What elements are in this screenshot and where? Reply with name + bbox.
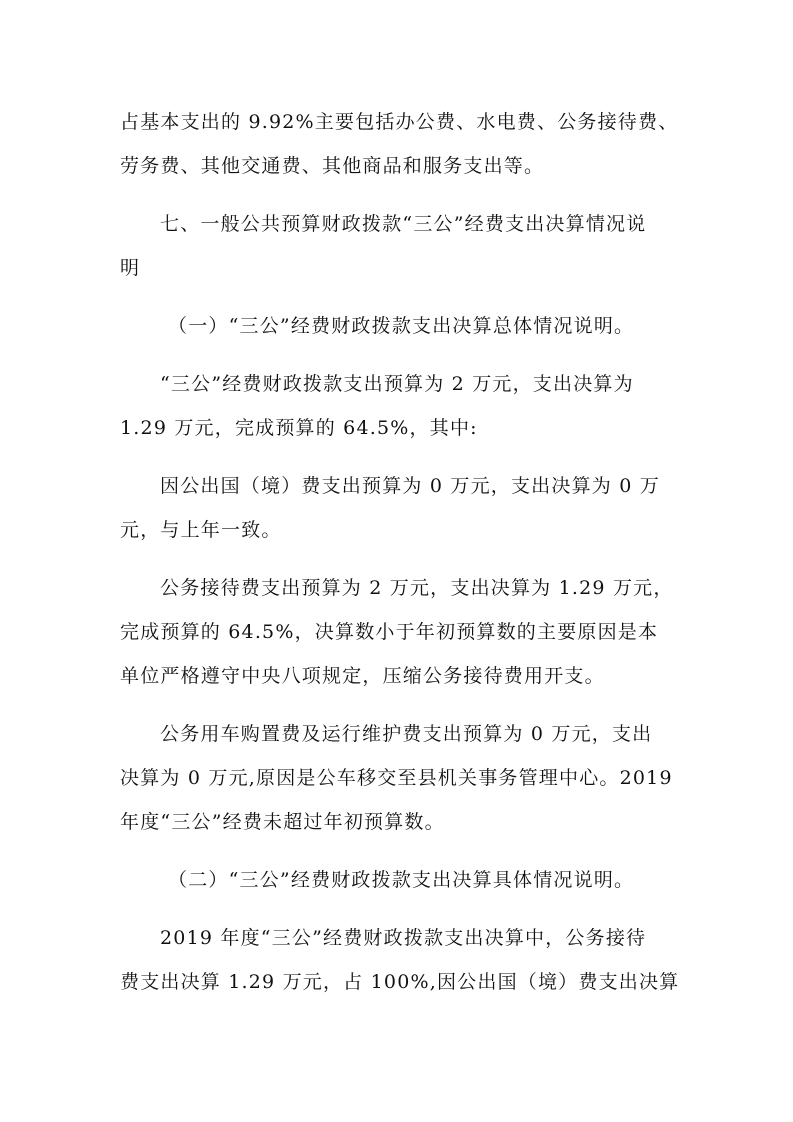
paragraph-line: 决算为 0 万元,原因是公车移交至县机关事务管理中心。2019 [120, 767, 673, 789]
subsection-heading: （一）“三公”经费财政拨款支出决算总体情况说明。 [168, 315, 635, 337]
paragraph-line: 单位严格遵守中央八项规定，压缩公务接待费用开支。 [120, 665, 605, 687]
paragraph-line: “三公”经费财政拨款支出预算为 2 万元，支出决算为 [160, 373, 634, 395]
paragraph-line: 占基本支出的 9.92%主要包括办公费、水电费、公务接待费、 [120, 111, 679, 133]
section-heading: 七、一般公共预算财政拨款“三公”经费支出决算情况说 [160, 213, 647, 235]
paragraph-line: 完成预算的 64.5%，决算数小于年初预算数的主要原因是本 [120, 621, 659, 643]
paragraph-line: 费支出决算 1.29 万元，占 100%,因公出国（境）费支出决算 [120, 971, 680, 993]
paragraph-line: 2019 年度“三公”经费财政拨款支出决算中，公务接待 [160, 927, 647, 949]
paragraph-line: 劳务费、其他交通费、其他商品和服务支出等。 [120, 155, 545, 177]
paragraph-line: 元，与上年一致。 [120, 519, 282, 541]
paragraph-line: 因公出国（境）费支出预算为 0 万元，支出决算为 0 万 [160, 475, 660, 497]
section-heading-continued: 明 [120, 257, 141, 279]
paragraph-line: 年度“三公”经费未超过年初预算数。 [120, 811, 445, 833]
paragraph-line: 1.29 万元，完成预算的 64.5%，其中: [120, 417, 478, 439]
paragraph-line: 公务接待费支出预算为 2 万元，支出决算为 1.29 万元， [160, 577, 674, 599]
subsection-heading: （二）“三公”经费财政拨款支出决算具体情况说明。 [168, 869, 635, 891]
paragraph-line: 公务用车购置费及运行维护费支出预算为 0 万元，支出 [160, 723, 653, 745]
